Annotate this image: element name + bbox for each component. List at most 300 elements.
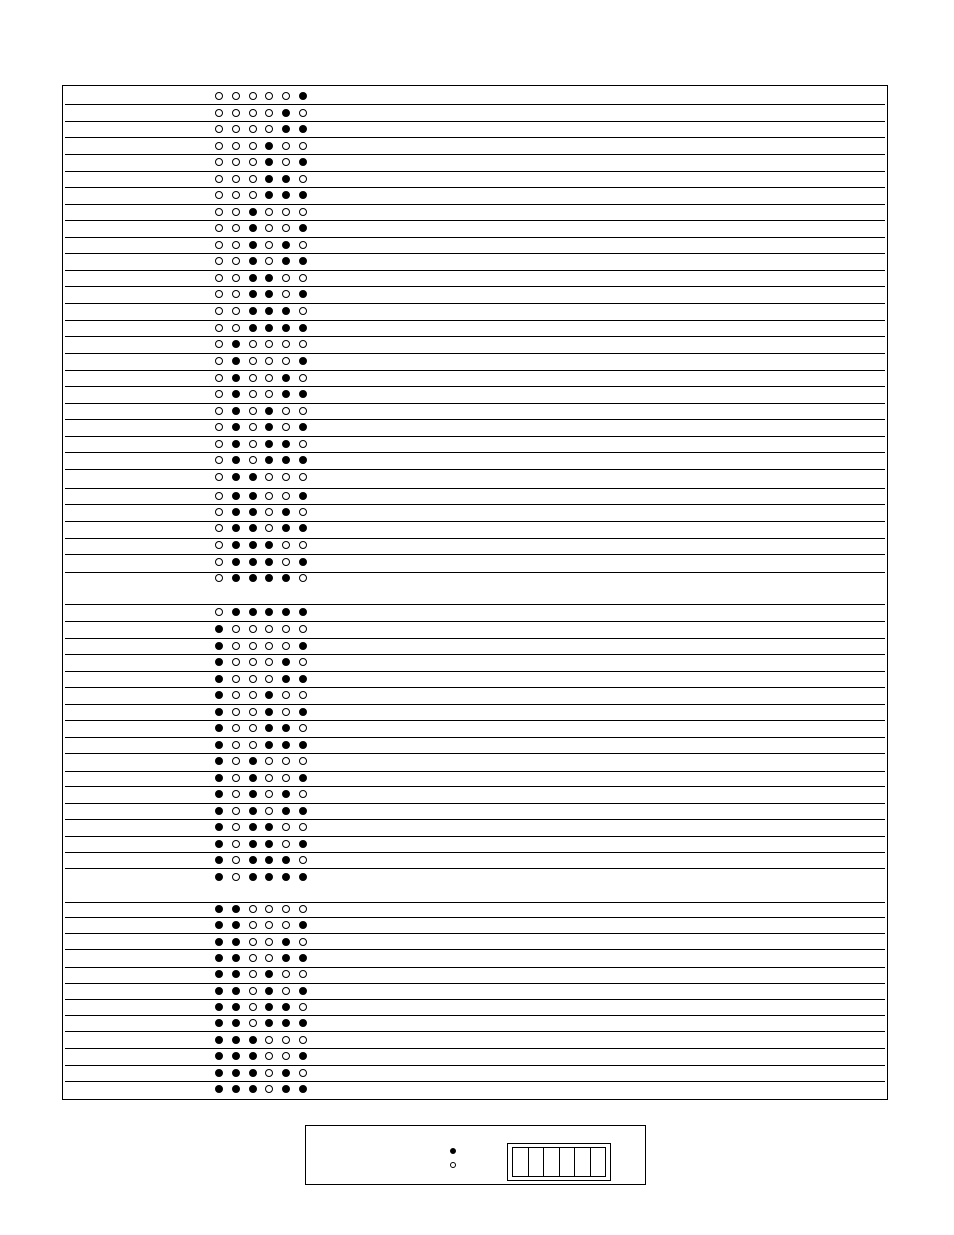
open-dot-icon — [215, 307, 223, 315]
filled-dot-icon — [249, 790, 257, 798]
open-dot-icon — [265, 790, 273, 798]
filled-dot-icon — [215, 774, 223, 782]
filled-dot-icon — [232, 423, 240, 431]
row-divider — [65, 204, 885, 205]
open-dot-icon — [232, 757, 240, 765]
row-divider — [65, 386, 885, 387]
row-divider — [65, 1015, 885, 1016]
open-dot-icon — [299, 1069, 307, 1077]
open-dot-icon — [249, 938, 257, 946]
open-dot-icon — [249, 625, 257, 633]
row-divider — [65, 137, 885, 138]
filled-dot-icon — [265, 724, 273, 732]
filled-dot-icon — [265, 987, 273, 995]
open-dot-icon — [232, 208, 240, 216]
open-dot-icon — [282, 708, 290, 716]
open-dot-icon — [265, 807, 273, 815]
open-dot-icon — [215, 142, 223, 150]
open-dot-icon — [215, 541, 223, 549]
row-divider — [65, 868, 885, 869]
open-dot-icon — [232, 708, 240, 716]
open-dot-icon — [215, 456, 223, 464]
filled-dot-icon — [299, 423, 307, 431]
filled-dot-icon — [299, 642, 307, 650]
open-dot-icon — [215, 492, 223, 500]
open-dot-icon — [232, 741, 240, 749]
filled-dot-icon — [282, 790, 290, 798]
open-dot-icon — [299, 274, 307, 282]
row-divider — [65, 621, 885, 622]
filled-dot-icon — [282, 440, 290, 448]
row-divider — [65, 687, 885, 688]
filled-dot-icon — [265, 324, 273, 332]
filled-dot-icon — [249, 757, 257, 765]
filled-dot-icon — [282, 1019, 290, 1027]
filled-dot-icon — [265, 423, 273, 431]
row-divider — [65, 303, 885, 304]
filled-dot-icon — [265, 574, 273, 582]
open-dot-icon — [215, 407, 223, 415]
open-dot-icon — [265, 374, 273, 382]
filled-dot-icon — [249, 774, 257, 782]
filled-dot-icon — [299, 807, 307, 815]
filled-dot-icon — [265, 1019, 273, 1027]
filled-dot-icon — [215, 1019, 223, 1027]
filled-dot-icon — [249, 208, 257, 216]
open-dot-icon — [282, 823, 290, 831]
filled-dot-icon — [249, 873, 257, 881]
row-divider — [65, 933, 885, 934]
filled-dot-icon — [249, 324, 257, 332]
open-dot-icon — [282, 1036, 290, 1044]
open-dot-icon — [299, 241, 307, 249]
filled-dot-icon — [265, 274, 273, 282]
filled-dot-icon — [282, 1085, 290, 1093]
open-dot-icon — [299, 440, 307, 448]
filled-dot-icon — [249, 508, 257, 516]
switch-slot — [575, 1148, 591, 1176]
open-dot-icon — [282, 774, 290, 782]
open-dot-icon — [232, 175, 240, 183]
filled-dot-icon — [232, 1019, 240, 1027]
open-dot-icon — [215, 208, 223, 216]
filled-dot-icon — [249, 840, 257, 848]
open-dot-icon — [249, 708, 257, 716]
row-divider — [65, 638, 885, 639]
filled-dot-icon — [249, 274, 257, 282]
open-dot-icon — [282, 840, 290, 848]
open-dot-icon — [265, 905, 273, 913]
open-dot-icon — [299, 508, 307, 516]
open-dot-icon — [249, 1019, 257, 1027]
open-dot-icon — [299, 340, 307, 348]
open-dot-icon — [265, 774, 273, 782]
filled-dot-icon — [299, 608, 307, 616]
row-divider — [65, 902, 885, 903]
filled-dot-icon — [299, 456, 307, 464]
filled-dot-icon — [299, 921, 307, 929]
open-dot-icon — [215, 224, 223, 232]
filled-dot-icon — [232, 1052, 240, 1060]
open-dot-icon — [265, 125, 273, 133]
filled-dot-icon — [232, 954, 240, 962]
open-dot-icon — [215, 374, 223, 382]
filled-dot-icon — [299, 224, 307, 232]
open-dot-icon — [215, 508, 223, 516]
filled-dot-icon — [299, 708, 307, 716]
open-dot-icon — [282, 340, 290, 348]
dip-switch-slots — [512, 1147, 606, 1177]
open-dot-icon — [232, 823, 240, 831]
open-dot-icon — [249, 175, 257, 183]
open-dot-icon — [249, 954, 257, 962]
open-dot-icon — [249, 987, 257, 995]
open-dot-icon — [249, 675, 257, 683]
row-divider — [65, 320, 885, 321]
filled-dot-icon — [282, 807, 290, 815]
filled-dot-icon — [232, 1003, 240, 1011]
filled-dot-icon — [299, 1052, 307, 1060]
row-divider — [65, 171, 885, 172]
open-dot-icon — [282, 158, 290, 166]
filled-dot-icon — [232, 938, 240, 946]
filled-dot-icon — [249, 290, 257, 298]
open-dot-icon — [232, 856, 240, 864]
filled-dot-icon — [265, 708, 273, 716]
filled-dot-icon — [232, 1069, 240, 1077]
filled-dot-icon — [282, 241, 290, 249]
open-dot-icon — [265, 642, 273, 650]
filled-dot-icon — [299, 1085, 307, 1093]
filled-dot-icon — [232, 1036, 240, 1044]
switch-slot — [513, 1148, 529, 1176]
filled-dot-icon — [232, 492, 240, 500]
legend-box — [305, 1125, 646, 1185]
row-divider — [65, 187, 885, 188]
filled-dot-icon — [249, 473, 257, 481]
open-dot-icon — [249, 109, 257, 117]
open-dot-icon — [215, 324, 223, 332]
filled-dot-icon — [232, 524, 240, 532]
filled-dot-icon — [215, 790, 223, 798]
filled-dot-icon — [299, 357, 307, 365]
filled-dot-icon — [282, 1069, 290, 1077]
dip-switch-table — [62, 85, 888, 1100]
row-divider — [65, 771, 885, 772]
row-divider — [65, 803, 885, 804]
filled-dot-icon — [215, 938, 223, 946]
open-dot-icon — [232, 274, 240, 282]
open-dot-icon — [282, 1052, 290, 1060]
filled-dot-icon — [265, 541, 273, 549]
open-dot-icon — [215, 175, 223, 183]
open-dot-icon — [215, 158, 223, 166]
open-dot-icon — [232, 109, 240, 117]
open-dot-icon — [215, 357, 223, 365]
filled-dot-icon — [265, 1003, 273, 1011]
open-dot-icon — [265, 524, 273, 532]
open-dot-icon — [282, 558, 290, 566]
open-dot-icon — [282, 970, 290, 978]
open-dot-icon — [282, 142, 290, 150]
filled-dot-icon — [215, 873, 223, 881]
open-dot-icon — [249, 724, 257, 732]
filled-dot-icon — [299, 558, 307, 566]
filled-dot-icon — [249, 1085, 257, 1093]
row-divider — [65, 1031, 885, 1032]
open-dot-icon — [299, 938, 307, 946]
row-divider — [65, 237, 885, 238]
row-divider — [65, 983, 885, 984]
open-dot-icon — [249, 340, 257, 348]
open-dot-icon — [265, 658, 273, 666]
filled-dot-icon — [249, 574, 257, 582]
filled-dot-icon — [265, 608, 273, 616]
filled-dot-icon — [265, 307, 273, 315]
open-dot-icon — [282, 407, 290, 415]
open-dot-icon — [232, 642, 240, 650]
row-divider — [65, 104, 885, 105]
filled-dot-icon — [215, 757, 223, 765]
row-divider — [65, 554, 885, 555]
filled-dot-icon — [249, 1069, 257, 1077]
filled-dot-icon — [265, 840, 273, 848]
filled-dot-icon — [282, 741, 290, 749]
filled-dot-icon — [215, 675, 223, 683]
filled-dot-icon — [299, 92, 307, 100]
open-dot-icon — [265, 954, 273, 962]
open-dot-icon — [282, 357, 290, 365]
open-dot-icon — [232, 675, 240, 683]
filled-dot-icon — [299, 257, 307, 265]
row-divider — [65, 220, 885, 221]
open-dot-icon — [249, 905, 257, 913]
open-dot-icon — [299, 856, 307, 864]
open-dot-icon — [299, 1003, 307, 1011]
open-dot-icon — [265, 1069, 273, 1077]
row-divider — [65, 419, 885, 420]
open-dot-icon — [265, 224, 273, 232]
open-dot-icon — [215, 290, 223, 298]
filled-dot-icon — [249, 558, 257, 566]
filled-dot-icon — [299, 774, 307, 782]
open-dot-icon — [299, 658, 307, 666]
open-dot-icon — [282, 224, 290, 232]
open-dot-icon — [265, 675, 273, 683]
open-dot-icon — [249, 970, 257, 978]
open-dot-icon — [265, 357, 273, 365]
filled-dot-icon — [299, 324, 307, 332]
filled-dot-icon — [215, 691, 223, 699]
open-dot-icon — [282, 290, 290, 298]
row-divider — [65, 1048, 885, 1049]
filled-dot-icon — [249, 856, 257, 864]
row-divider — [65, 154, 885, 155]
row-divider — [65, 1065, 885, 1066]
filled-dot-icon — [232, 456, 240, 464]
row-divider — [65, 1081, 885, 1082]
filled-dot-icon — [282, 1003, 290, 1011]
filled-dot-icon — [215, 625, 223, 633]
open-dot-icon — [215, 473, 223, 481]
filled-dot-icon — [299, 390, 307, 398]
row-divider — [65, 654, 885, 655]
row-divider — [65, 753, 885, 754]
open-dot-icon — [265, 1036, 273, 1044]
filled-dot-icon — [265, 456, 273, 464]
filled-dot-icon — [215, 856, 223, 864]
filled-dot-icon — [249, 492, 257, 500]
filled-dot-icon — [282, 307, 290, 315]
row-divider — [65, 671, 885, 672]
filled-dot-icon — [215, 823, 223, 831]
open-dot-icon — [249, 92, 257, 100]
open-dot-icon — [249, 440, 257, 448]
open-dot-icon — [265, 340, 273, 348]
open-dot-icon — [265, 508, 273, 516]
open-dot-icon — [249, 142, 257, 150]
open-dot-icon — [249, 407, 257, 415]
row-divider — [65, 949, 885, 950]
filled-dot-icon — [282, 856, 290, 864]
filled-dot-icon — [249, 608, 257, 616]
filled-dot-icon — [215, 970, 223, 978]
open-dot-icon — [299, 109, 307, 117]
filled-dot-icon — [215, 905, 223, 913]
row-divider — [65, 720, 885, 721]
open-dot-icon — [232, 191, 240, 199]
filled-dot-icon — [282, 938, 290, 946]
open-dot-icon — [299, 625, 307, 633]
open-dot-icon — [215, 558, 223, 566]
open-dot-icon — [249, 357, 257, 365]
row-divider — [65, 572, 885, 573]
filled-dot-icon — [249, 241, 257, 249]
filled-dot-icon — [232, 407, 240, 415]
row-divider — [65, 704, 885, 705]
filled-dot-icon — [249, 541, 257, 549]
filled-dot-icon — [265, 558, 273, 566]
open-dot-icon — [249, 191, 257, 199]
open-dot-icon — [232, 807, 240, 815]
switch-slot — [544, 1148, 560, 1176]
filled-dot-icon — [265, 158, 273, 166]
filled-dot-icon — [282, 374, 290, 382]
filled-dot-icon — [282, 658, 290, 666]
open-dot-icon — [282, 625, 290, 633]
open-dot-icon — [232, 290, 240, 298]
row-divider — [65, 786, 885, 787]
filled-dot-icon — [265, 175, 273, 183]
open-dot-icon — [265, 1052, 273, 1060]
open-dot-icon — [265, 241, 273, 249]
filled-dot-icon — [215, 741, 223, 749]
row-divider — [65, 604, 885, 605]
filled-dot-icon — [215, 1069, 223, 1077]
filled-dot-icon — [299, 524, 307, 532]
row-divider — [65, 253, 885, 254]
filled-dot-icon — [282, 257, 290, 265]
filled-dot-icon — [282, 675, 290, 683]
filled-dot-icon — [232, 970, 240, 978]
open-dot-icon — [299, 142, 307, 150]
open-dot-icon — [265, 473, 273, 481]
filled-dot-icon — [299, 290, 307, 298]
open-dot-icon — [215, 125, 223, 133]
filled-dot-icon — [215, 954, 223, 962]
open-dot-icon — [265, 1085, 273, 1093]
row-divider — [65, 370, 885, 371]
open-dot-icon — [282, 987, 290, 995]
filled-dot-icon — [299, 873, 307, 881]
open-dot-icon — [215, 423, 223, 431]
row-divider — [65, 504, 885, 505]
open-dot-icon — [232, 241, 240, 249]
row-divider — [65, 488, 885, 489]
filled-dot-icon — [282, 456, 290, 464]
row-divider — [65, 121, 885, 122]
filled-dot-icon — [282, 390, 290, 398]
open-dot-icon — [249, 741, 257, 749]
open-dot-icon — [249, 642, 257, 650]
open-dot-icon — [215, 390, 223, 398]
filled-dot-icon — [232, 921, 240, 929]
open-dot-icon — [265, 92, 273, 100]
filled-dot-icon — [265, 691, 273, 699]
open-dot-icon — [232, 625, 240, 633]
filled-dot-icon — [232, 357, 240, 365]
filled-dot-icon — [215, 724, 223, 732]
filled-dot-icon — [265, 741, 273, 749]
row-divider — [65, 270, 885, 271]
open-dot-icon — [232, 158, 240, 166]
filled-dot-icon — [282, 954, 290, 962]
filled-dot-icon — [215, 921, 223, 929]
open-dot-icon — [215, 257, 223, 265]
open-dot-icon — [299, 757, 307, 765]
filled-dot-icon — [299, 1019, 307, 1027]
open-dot-icon — [299, 407, 307, 415]
open-dot-icon — [265, 257, 273, 265]
filled-dot-icon — [265, 191, 273, 199]
filled-dot-icon — [215, 1085, 223, 1093]
filled-dot-icon — [249, 224, 257, 232]
open-dot-icon — [249, 390, 257, 398]
filled-dot-icon — [265, 440, 273, 448]
open-dot-icon — [249, 1003, 257, 1011]
filled-dot-icon — [299, 492, 307, 500]
open-dot-icon — [282, 423, 290, 431]
filled-dot-icon — [282, 324, 290, 332]
filled-dot-icon — [282, 608, 290, 616]
filled-dot-icon — [215, 658, 223, 666]
row-divider — [65, 999, 885, 1000]
open-dot-icon — [299, 175, 307, 183]
filled-dot-icon — [265, 873, 273, 881]
filled-dot-icon — [282, 175, 290, 183]
row-divider — [65, 469, 885, 470]
open-dot-icon — [265, 938, 273, 946]
open-dot-icon — [282, 691, 290, 699]
legend-filled-dot-icon — [450, 1148, 456, 1154]
row-divider — [65, 917, 885, 918]
open-dot-icon — [282, 473, 290, 481]
open-dot-icon — [232, 790, 240, 798]
open-dot-icon — [265, 757, 273, 765]
row-divider — [65, 967, 885, 968]
filled-dot-icon — [232, 905, 240, 913]
row-divider — [65, 538, 885, 539]
